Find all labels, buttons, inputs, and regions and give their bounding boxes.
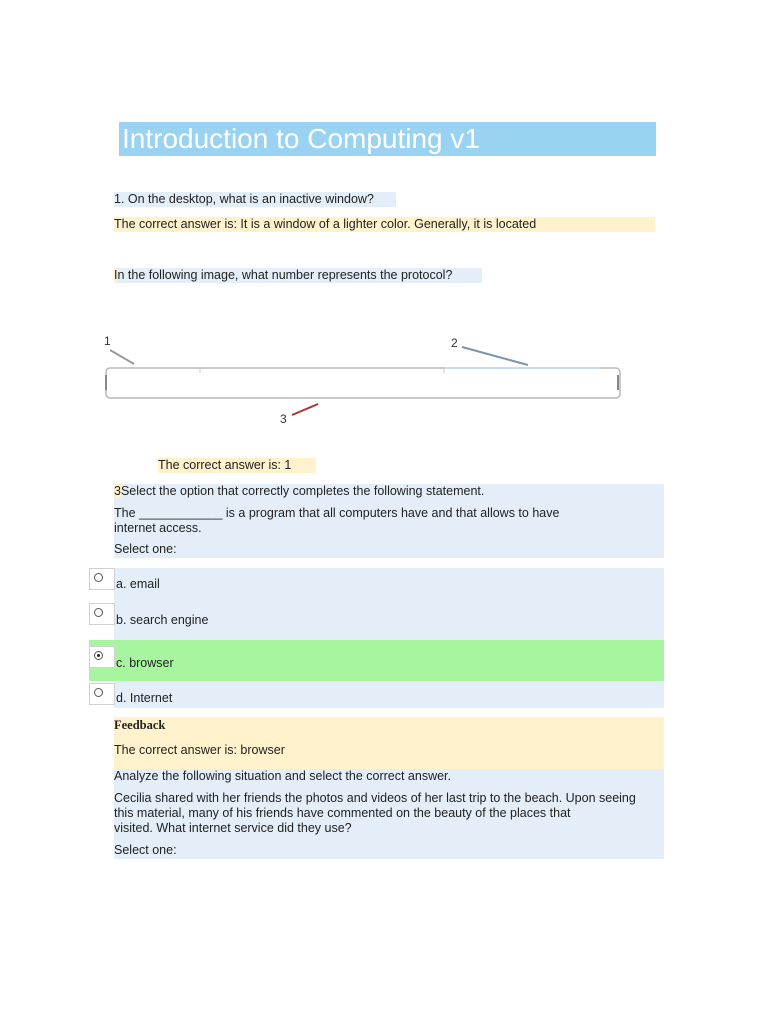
answer-2: The correct answer is: 1 [158, 458, 316, 473]
question-2-initial: I [114, 268, 118, 282]
diagram-label-3: 3 [280, 412, 287, 426]
answer-1: The correct answer is: It is a window of a lighter color. Generally, it is located [114, 217, 655, 232]
option-c-label[interactable]: c. browser [116, 656, 174, 670]
question-3 [114, 484, 664, 558]
question-4-line-3: visited. What internet service did they use? [114, 821, 352, 835]
question-3-statement: Select the option that correctly completes the following statement. [120, 484, 485, 498]
feedback-box [114, 717, 664, 769]
select-one-label: Select one: [114, 542, 177, 556]
question-4 [114, 769, 664, 859]
question-4-line-2: this material, many of his friends have commented on the beauty of the places that [114, 806, 571, 820]
option-d-label[interactable]: d. Internet [116, 691, 173, 705]
radio-checked-icon [94, 651, 103, 660]
feedback-answer: The correct answer is: browser [114, 743, 285, 757]
radio-icon [94, 573, 103, 582]
question-4-line-1: Cecilia shared with her friends the photos and videos of her last trip to the beach. Upon seeing [114, 791, 636, 805]
question-4-instruction: Analyze the following situation and select the correct answer. [114, 769, 451, 783]
page-title: Introduction to Computing v1 [119, 122, 656, 156]
select-one-label: Select one: [114, 843, 177, 857]
question-3-line-2: internet access. [114, 521, 202, 535]
diagram-label-1: 1 [104, 334, 111, 348]
options-panel [114, 568, 664, 708]
radio-icon [94, 688, 103, 697]
option-c-radio[interactable] [89, 646, 115, 668]
question-2-text: n the following image, what number represents the protocol? [117, 268, 453, 282]
question-2 [114, 268, 482, 283]
question-3-line-1: The ____________ is a program that all computers have and that allows to have [114, 506, 560, 520]
option-d-radio[interactable] [89, 683, 115, 705]
question-1: 1. On the desktop, what is an inactive window? [114, 192, 396, 207]
selected-option-highlight [89, 640, 664, 681]
option-a-label[interactable]: a. email [116, 577, 160, 591]
option-b-radio[interactable] [89, 603, 115, 625]
feedback-heading: Feedback [114, 718, 166, 732]
option-a-radio[interactable] [89, 568, 115, 590]
option-b-label[interactable]: b. search engine [116, 613, 209, 627]
url-bar-diagram [100, 330, 630, 430]
diagram-label-2: 2 [451, 336, 458, 350]
radio-icon [94, 608, 103, 617]
question-3-number: 3 [114, 484, 121, 498]
